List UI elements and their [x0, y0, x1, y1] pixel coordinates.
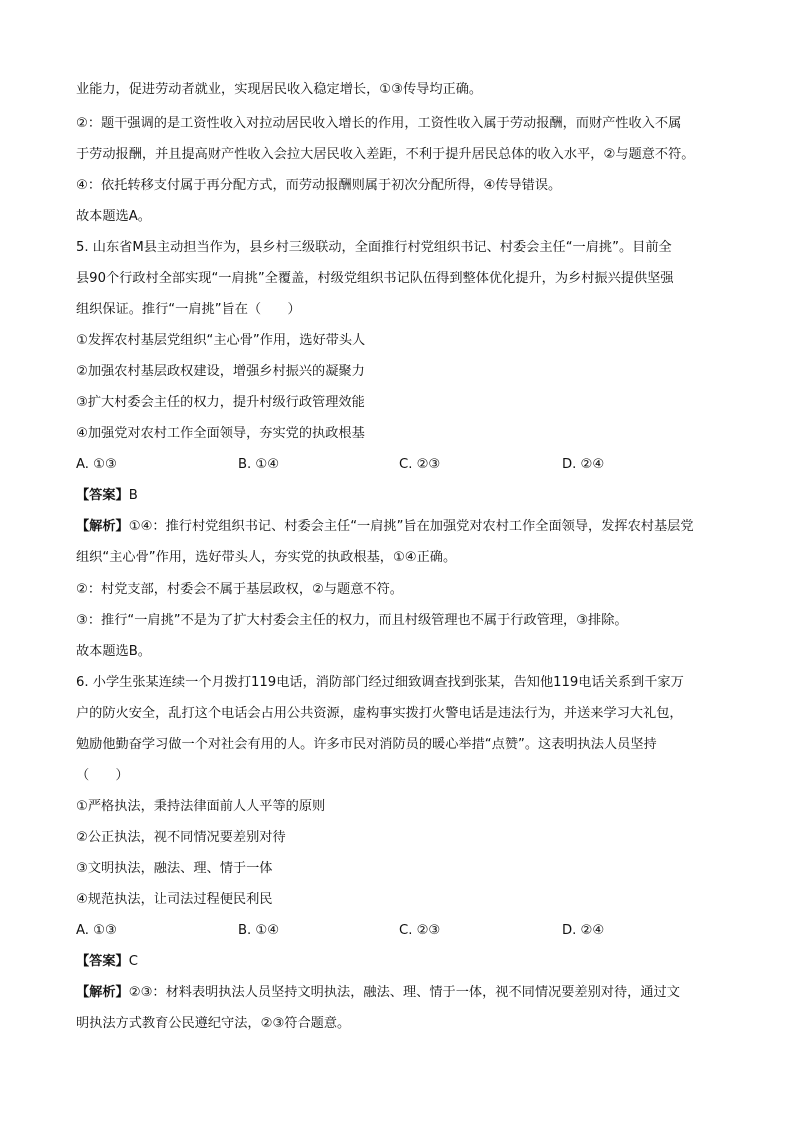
option-b: B. ①④ — [238, 923, 280, 938]
answer-line — [76, 486, 138, 506]
question-5-options — [76, 455, 716, 475]
option-c: C. ②③ — [399, 457, 441, 472]
answer-tag: 【答案】 — [76, 488, 129, 503]
question-5-stem: 组织保证。推行“一肩挑”旨在（ ） — [76, 302, 301, 317]
text-line: 故本题选B。 — [76, 644, 151, 659]
statement-item: ④规范执法，让司法过程便民利民 — [76, 892, 273, 907]
analysis-tag: 【解析】 — [76, 519, 129, 534]
option-c: C. ②③ — [399, 923, 441, 938]
statement-item: ①发挥农村基层党组织“主心骨”作用，选好带头人 — [76, 333, 366, 348]
text-line: 故本题选A。 — [76, 209, 151, 224]
statement-item: ③文明执法，融法、理、情于一体 — [76, 861, 273, 876]
statement-item: ②公正执法，视不同情况要差别对待 — [76, 830, 286, 845]
analysis-line — [76, 983, 680, 1003]
question-6-stem: （ ） — [76, 768, 129, 783]
option-d: D. ②④ — [562, 457, 605, 472]
option-a: A. ①③ — [76, 457, 117, 472]
question-6-stem: 6. 小学生张某连续一个月拨打119电话，消防部门经过细致调查找到张某，告知他119电话关系到千家万 — [76, 675, 684, 690]
analysis-tag: 【解析】 — [76, 985, 129, 1000]
option-b: B. ①④ — [238, 457, 280, 472]
statement-item: ④加强党对农村工作全面领导，夯实党的执政根基 — [76, 426, 365, 441]
question-6-options — [76, 921, 716, 941]
question-5-stem: 县90个行政村全部实现“一肩挑”全覆盖，村级党组织书记队伍得到整体优化提升，为乡村振兴提供坚强 — [76, 271, 674, 286]
text-line: 明执法方式教育公民遵纪守法，②③符合题意。 — [76, 1016, 351, 1031]
answer-value: B — [128, 488, 138, 503]
text-line: 于劳动报酬，并且提高财产性收入会拉大居民收入差距，不利于提升居民总体的收入水平，②与题意不符。 — [76, 147, 695, 162]
statement-item: ③扩大村委会主任的权力，提升村级行政管理效能 — [76, 395, 365, 410]
text-line: 业能力，促进劳动者就业，实现居民收入稳定增长，①③传导均正确。 — [76, 82, 483, 97]
answer-tag: 【答案】 — [76, 954, 129, 969]
text-line: 组织“主心骨”作用，选好带头人，夯实党的执政根基，①④正确。 — [76, 550, 457, 565]
text-line: ②：村党支部，村委会不属于基层政权，②与题意不符。 — [76, 582, 403, 597]
statement-item: ①严格执法，秉持法律面前人人平等的原则 — [76, 799, 326, 814]
analysis-text: ②③：材料表明执法人员坚持文明执法，融法、理、情于一体，视不同情况要差别对待，通过文 — [128, 985, 680, 1000]
statement-item: ②加强农村基层政权建设，增强乡村振兴的凝聚力 — [76, 364, 365, 379]
option-a: A. ①③ — [76, 923, 117, 938]
text-line: ④：依托转移支付属于再分配方式，而劳动报酬则属于初次分配所得，④传导错误。 — [76, 178, 562, 193]
text-line: ②：题干强调的是工资性收入对拉动居民收入增长的作用，工资性收入属于劳动报酬，而财产性收入不属 — [76, 116, 682, 131]
answer-line — [76, 952, 138, 972]
text-line: ③：推行“一肩挑”不是为了扩大村委会主任的权力，而且村级管理也不属于行政管理，③排除。 — [76, 613, 628, 628]
option-d: D. ②④ — [562, 923, 605, 938]
analysis-text: ①④：推行村党组织书记、村委会主任“一肩挑”旨在加强党对农村工作全面领导，发挥农村基层党 — [128, 519, 694, 534]
question-5-stem: 5. 山东省M县主动担当作为，县乡村三级联动，全面推行村党组织书记、村委会主任“一肩挑”。目前全 — [76, 240, 672, 255]
question-6-stem: 勉励他勤奋学习做一个对社会有用的人。许多市民对消防员的暖心举措“点赞”。这表明执法人员坚持 — [76, 737, 657, 752]
question-6-stem: 户的防火安全，乱打这个电话会占用公共资源，虚构事实拨打火警电话是违法行为，并送来学习大礼包， — [76, 706, 683, 721]
answer-value: C — [128, 954, 138, 969]
analysis-line — [76, 517, 694, 537]
